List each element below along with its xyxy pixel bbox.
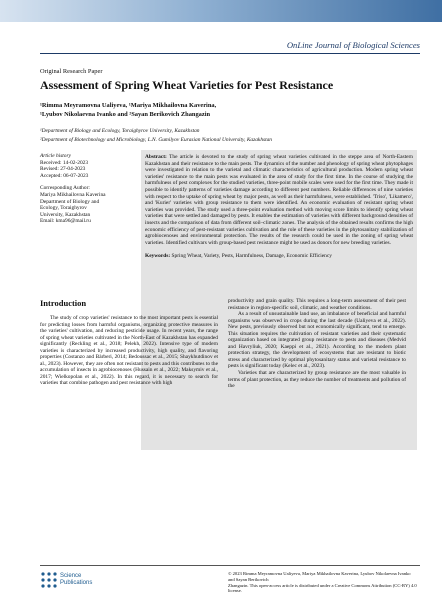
authors-line-1: ¹Rimma Meyramovna Ualiyeva, ¹Mariya Mikhailovna Kaverina, [40,102,217,109]
footer-rule [40,565,420,566]
keywords-label: Keywords: [145,253,171,260]
intro-paragraph-2: As a result of unsustainable land use, an imbalance of beneficial and harmful organisms was observed in crops during the last decade (Ualiyeva et al., 2022). New pests, previously observed but not economically significant, tend to emerge. This situation requires the cultivation of resistant varieties and their systematic organization based on integrated group resistance to pests and diseases (Medvid and Havryliuk, 2020; Kaeppi et al., 2021). According to the modern plant protection strategy, the development of ecosystems that are resistant to biotic stress and characterized by optimal phytosanitary status and varietal resistance to pests is significant today (Kelec et al., 2023). [228,311,406,370]
keywords-paragraph [145,253,413,260]
abstract-text: The article is devoted to the study of spring wheat varieties cultivated in the steppe area of North-Eastern Kazakhstan and their resistance to the main pests. The dynamics of the number and phenology of spring wheat phytophages were investigated in relation to the varietal and climatic characteristics of agricultural production. Modern spring wheat varieties' resistance to the main pests was evaluated in the area of study for the first time. In the course of studying the harmfulness of pest complexes for the studied varieties, three-point mobile scales were used for the first time. They made it possible to identify patterns of varieties damage according to different pest numbers. Reliable differences of nine varieties with respect to the uptake of spring wheat by major pests, as well as their harmfulness, were established. 'Triso', 'Likamero', and 'Kurier' varieties with group resistance to them were identified. An economic evaluation of resistant spring wheat varieties was provided. The study used a three-point evaluation method with moving score limits to identify spring wheat varieties that were settled and damaged by pests. It enables the estimation of varieties with different background densities of insects and the comparison of data from different soil–climatic zones. The analysis of the obtained results confirms the high economic efficiency of pest-resistant varieties cultivation and the role of these varieties in the phytosanitary stabilization of agrobiocenoses and environmental protection. The results of the research could be used in the zoning of spring wheat varieties. Identified cultivars with group-based pest resistance might be used as donors for new breeding varieties. [145,154,413,246]
keywords-text: Spring Wheat, Variety, Pests, Harmfulness, Damage, Economic Efficiency [171,253,332,260]
journal-name: OnLine Journal of Biological Sciences [286,40,420,50]
abstract-label: Abstract: [145,154,167,160]
publisher-logo [40,571,120,591]
science-publications-logo-icon [40,571,58,589]
publisher-name-line-1: Science [60,573,82,579]
received-date: Received: 14-02-2023 [40,159,89,166]
authors-line-2: ¹Lyubov Nikolaevna Ivanko and ²Sayan Berikovich Zhangazin [40,110,211,118]
accepted-date: Accepted: 06-07-2023 [40,172,89,179]
corresponding-line: Department of Biology and [40,198,100,205]
publisher-name [60,573,92,587]
article-type: Original Research Paper [40,68,103,75]
article-sidebar [40,153,135,225]
body-column-right [228,298,406,390]
history-title: Article history [40,153,71,159]
affiliations [40,127,420,144]
abstract-paragraph [145,154,413,246]
copyright-notice [228,571,418,594]
copyright-line-1: © 2023 Rimma Meyramovna Ualiyeva, Mariya Mikhailovna Kaverina, Lyubov Nikolaevna Ivanko and Sayan Berikovich [228,571,411,582]
affiliation-1: ¹Department of Biology and Ecology, Toraighyrov University, Kazakhstan [40,128,200,134]
introduction-heading: Introduction [40,298,87,308]
corresponding-label: Corresponding Author: [40,185,90,192]
revised-date: Revised: 27-04-2023 [40,166,86,173]
corresponding-line: Ecology, Toraighyrov [40,205,87,212]
affiliation-2: ²Department of Biotechnology and Microbiology, L.N. Gumilyov Eurasian National University, Kazakhstan [40,136,272,143]
intro-paragraph-1: The study of crop varieties' resistance to the most important pests is essential for predicting losses from harmful organisms, organizing protective measures in the varieties' cultivation, and reducing pesticide usage. In recent years, the range of spring wheat varieties cultivated in the North-East of Kazakhstan has expanded significantly (Reckling et al., 2018; Pelekh, 2022). Intensive type of modern varieties is characterized by increased productivity, high quality, and flavoring properties (Costanzo and Bàrberi, 2014; Bedoussac et al., 2015; Shaykhutdinov et al., 2023). However, they are often not resistant to pests and this contributes to the accumulation of insects in agrobiocenoses (Hussain et al., 2022; Maksymiv et al., 2017; Wielkopolan et al., 2022). In this regard, it is necessary to search for varieties that combine pathogen and pest resistance with high [40,315,218,387]
header-rule [40,53,420,54]
article-title: Assessment of Spring Wheat Varieties for Pest Resistance [40,78,334,92]
header-band [0,0,442,22]
publisher-name-line-2: Publications [60,580,93,586]
body-column-left [40,315,218,387]
authors [40,102,420,119]
intro-paragraph-cont: productivity and grain quality. This requires a long-term assessment of their pest resistance in region-specific soil, climatic, and weather conditions. [228,298,406,311]
corresponding-line: University, Kazakhstan [40,211,91,218]
copyright-line-2: Zhangazin. This open-access article is distributed under a Creative Commons Attribution (CC-BY) 4.0 license. [228,582,417,594]
intro-paragraph-3: Varieties that are characterized by group resistance are the most valuable in terms of plant protection, as they reduce the number of treatments and pollution of the [228,370,406,390]
corresponding-line: Mariya Mikhailovna Kaverina [40,191,106,198]
corresponding-email[interactable]: Email: kma96@mail.ru [40,218,91,225]
